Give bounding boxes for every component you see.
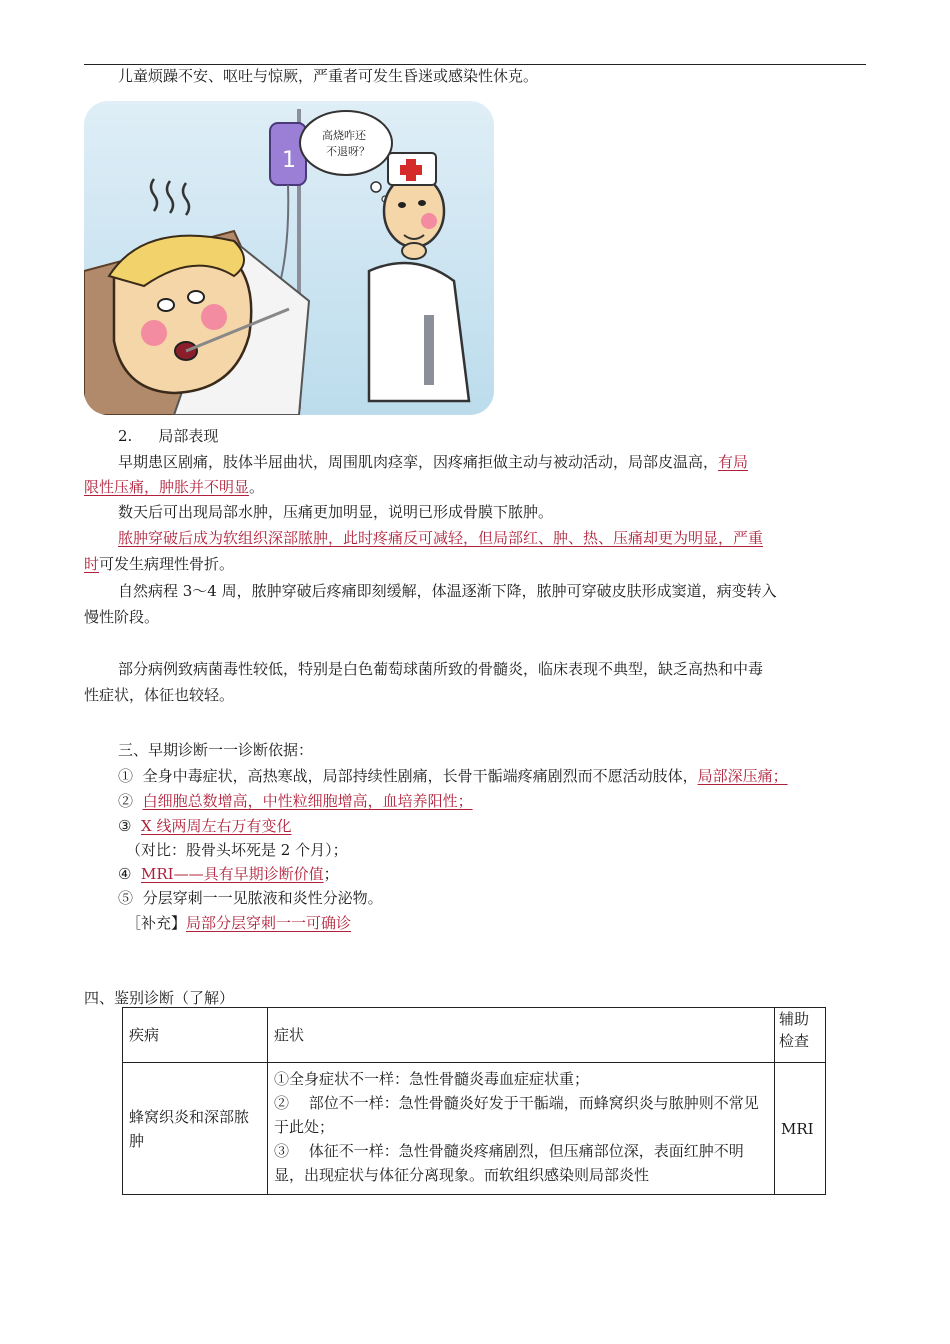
item-5-text: 分层穿刺一一见脓液和炎性分泌物。 xyxy=(142,889,383,907)
illustration xyxy=(84,101,494,415)
item-1-text: 全身中毒症状，高热寒战，局部持续性剧痛，长骨干骺端疼痛剧烈而不愿活动肢体， xyxy=(142,767,698,785)
paragraph-top: 儿童烦躁不安、呕吐与惊厥，严重者可发生昏迷或感染性休克。 xyxy=(118,67,539,85)
header-aux xyxy=(775,1008,826,1063)
item-2-mark: ② xyxy=(118,792,134,810)
p1-line2 xyxy=(84,477,264,497)
row-symptoms xyxy=(268,1063,775,1195)
item-3-red: X 线两周左右万有变化 xyxy=(141,817,292,835)
header-aux-text: 辅助检查 xyxy=(779,1010,810,1050)
section2-heading xyxy=(118,426,218,446)
supplement-prefix: ［补充】 xyxy=(126,914,187,932)
list-item-3 xyxy=(118,816,291,836)
p4-line2: 慢性阶段。 xyxy=(84,608,160,626)
bottle-mark: 1 xyxy=(282,148,296,173)
supplement-red: 局部分层穿刺一一可确诊 xyxy=(186,914,352,932)
row-aux: MRI xyxy=(775,1063,826,1195)
p1-red-2: 限性压痛，肿胀并不明显 xyxy=(84,478,250,496)
p2: 数天后可出现局部水肿，压痛更加明显，说明已形成骨膜下脓肿。 xyxy=(118,503,554,521)
item-3-note: （对比：股骨头坏死是 2 个月）； xyxy=(126,841,348,859)
p5-line2: 性症状，体征也较轻。 xyxy=(84,686,235,704)
table-row xyxy=(123,1063,826,1195)
p1-line1 xyxy=(118,452,748,472)
table-header-row xyxy=(123,1008,826,1063)
item-1-mark: ① xyxy=(118,767,134,785)
p4-line1: 自然病程 3～4 周，脓肿穿破后疼痛即刻缓解，体温逐渐下降，脓肿可穿破皮肤形成窦道，病变转入 xyxy=(118,582,777,600)
p1-end: 。 xyxy=(249,478,265,496)
list-item-2 xyxy=(118,791,473,811)
item-1-red: 局部深压痛； xyxy=(697,767,788,785)
section2-title: 局部表现 xyxy=(158,427,219,445)
item-4-red: MRI——具有早期诊断价值 xyxy=(141,865,324,883)
header-disease: 疾病 xyxy=(123,1008,268,1063)
supplement-note xyxy=(126,913,351,933)
p3-text: 可发生病理性骨折。 xyxy=(99,555,235,573)
section3-title: 三、早期诊断一一诊断依据： xyxy=(118,741,314,759)
bubble-line-2: 不退呀？ xyxy=(326,145,370,158)
p3-red-1: 脓肿穿破后成为软组织深部脓肿，此时疼痛反可减轻，但局部红、肿、热、压痛却更为明显，严重 xyxy=(118,529,764,547)
row-disease: 蜂窝织炎和深部脓肿 xyxy=(123,1063,268,1195)
p1-red-1: 有局 xyxy=(718,453,749,471)
item-5-mark: ⑤ xyxy=(118,889,134,907)
p3-red-2: 时 xyxy=(84,555,100,573)
p3-line2 xyxy=(84,554,234,574)
doctor-patient-cartoon xyxy=(84,101,494,415)
list-item-1 xyxy=(118,766,788,786)
section4-title: 四、鉴别诊断（了解） xyxy=(84,989,235,1007)
header-symptoms: 症状 xyxy=(268,1008,775,1063)
item-4-tail: ； xyxy=(323,865,339,883)
item-3-mark: ③ xyxy=(118,817,132,835)
p5-line1: 部分病例致病菌毒性较低，特别是白色葡萄球菌所致的骨髓炎，临床表现不典型，缺乏高热和中毒 xyxy=(118,660,764,678)
item-4-mark: ④ xyxy=(118,865,132,883)
header-rule xyxy=(84,64,866,65)
symptom-1: ①全身症状不一样：急性骨髓炎毒血症症状重； xyxy=(274,1070,590,1088)
p1-text: 早期患区剧痛，肢体半屈曲状，周围肌肉痉挛，因疼痛拒做主动与被动活动，局部皮温高， xyxy=(118,453,719,471)
symptom-2: ② 部位不一样：急性骨髓炎好发于干骺端，而蜂窝织炎与脓肿则不常见于此处； xyxy=(274,1094,759,1136)
item-2-red: 白细胞总数增高，中性粒细胞增高，血培养阳性； xyxy=(142,792,473,810)
bubble-line-1: 高烧咋还 xyxy=(322,129,366,142)
section2-number: 2. xyxy=(118,427,133,445)
list-item-5 xyxy=(118,888,383,908)
p3-line1 xyxy=(118,528,763,548)
differential-table xyxy=(122,1007,826,1195)
list-item-4 xyxy=(118,864,339,884)
symptom-3: ③ 体征不一样：急性骨髓炎疼痛剧烈，但压痛部位深，表面红肿不明显，出现症状与体征分离现象。而软组织感染则局部炎性 xyxy=(274,1142,744,1184)
